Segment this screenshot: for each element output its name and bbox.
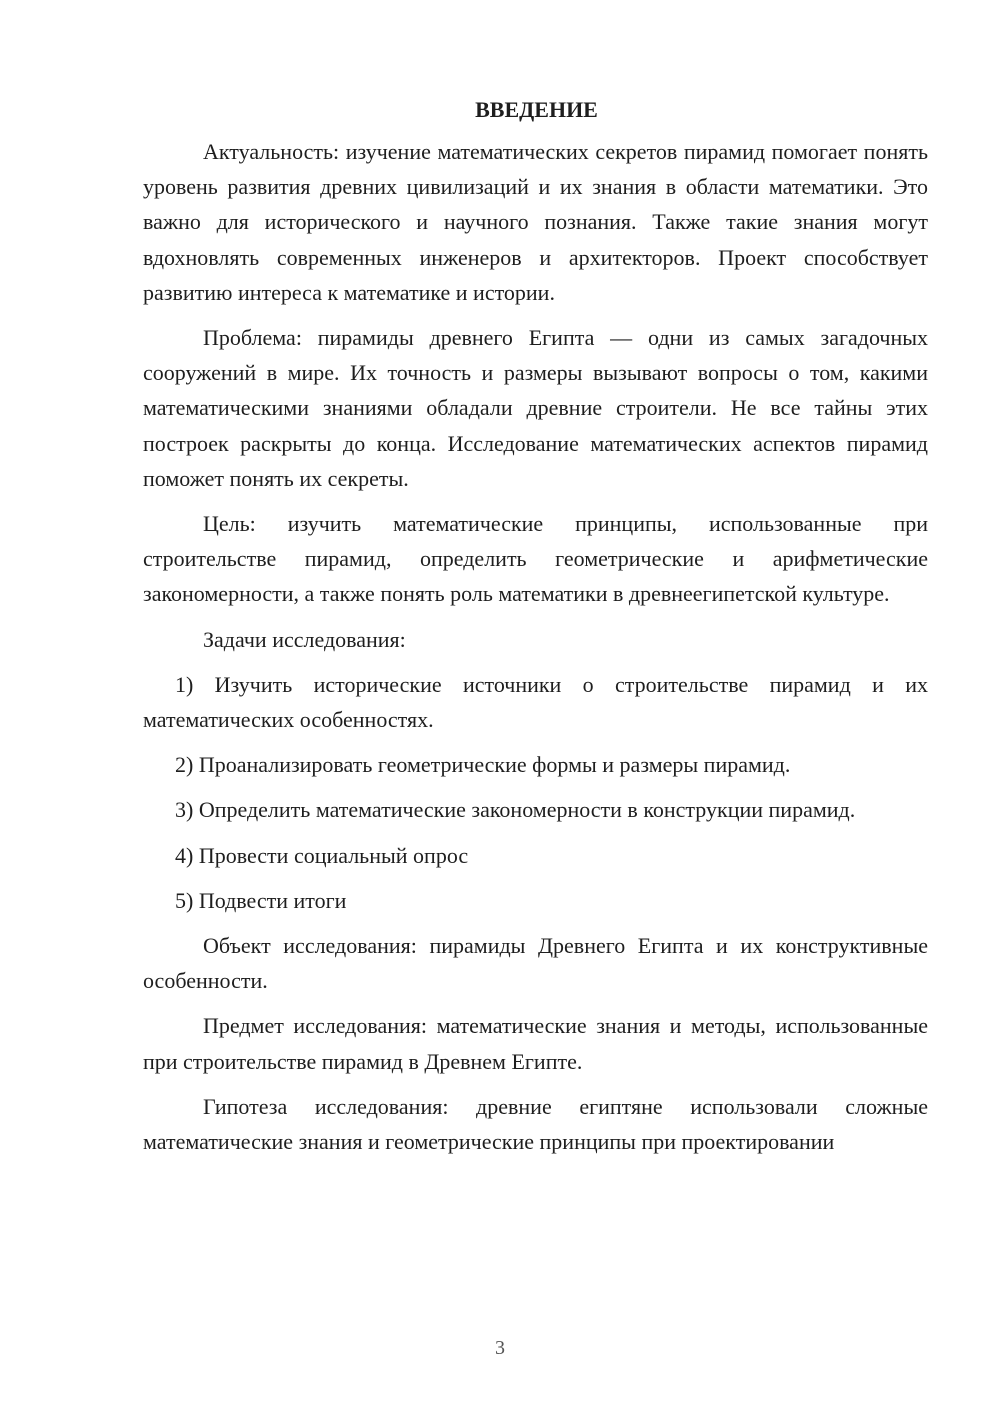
relevance-paragraph: Актуальность: изучение математических секретов пирамид помогает понять уровень развития древних цивилизаций и их знания в области математики. Это важно для исторического и научного познания. Также такие знания могут вдохновлять современных инженеров и архитекторов. Проект способствует развитию интереса к математике и истории. <box>143 139 928 305</box>
task-item-4: 4) Провести социальный опрос <box>175 842 469 868</box>
tasks-heading: Задачи исследования: <box>203 626 406 652</box>
goal-paragraph: Цель: изучить математические принципы, использованные при строительстве пирамид, определить геометрические и арифметические закономерности, а также понять роль математики в древнеегипетской культуре. <box>143 511 928 607</box>
subject-paragraph: Предмет исследования: математические знания и методы, использованные при строительстве пирамид в Древнем Египте. <box>143 1013 928 1074</box>
task-item-3: 3) Определить математические закономерности в конструкции пирамид. <box>175 797 856 823</box>
section-title: ВВЕДЕНИЕ <box>475 97 598 122</box>
task-item-5: 5) Подвести итоги <box>175 887 347 913</box>
task-item-1: 1) Изучить исторические источники о строительстве пирамид и их математических особенностях. <box>143 671 928 733</box>
object-paragraph: Объект исследования: пирамиды Древнего Египта и их конструктивные особенности. <box>143 933 928 994</box>
problem-paragraph: Проблема: пирамиды древнего Египта — одни из самых загадочных сооружений в мире. Их точность и размеры вызывают вопросы о том, какими математическими знаниями обладали древние строители. Не все тайны этих построек раскрыты до конца. Исследование математических аспектов пирамид поможет понять их секреты. <box>143 325 928 491</box>
page-number: 3 <box>495 1337 505 1359</box>
document-page <box>143 94 928 1169</box>
task-item-2: 2) Проанализировать геометрические формы и размеры пирамид. <box>175 752 791 778</box>
hypothesis-paragraph: Гипотеза исследования: древние египтяне использовали сложные математические знания и геометрические принципы при проектировании <box>143 1093 928 1155</box>
